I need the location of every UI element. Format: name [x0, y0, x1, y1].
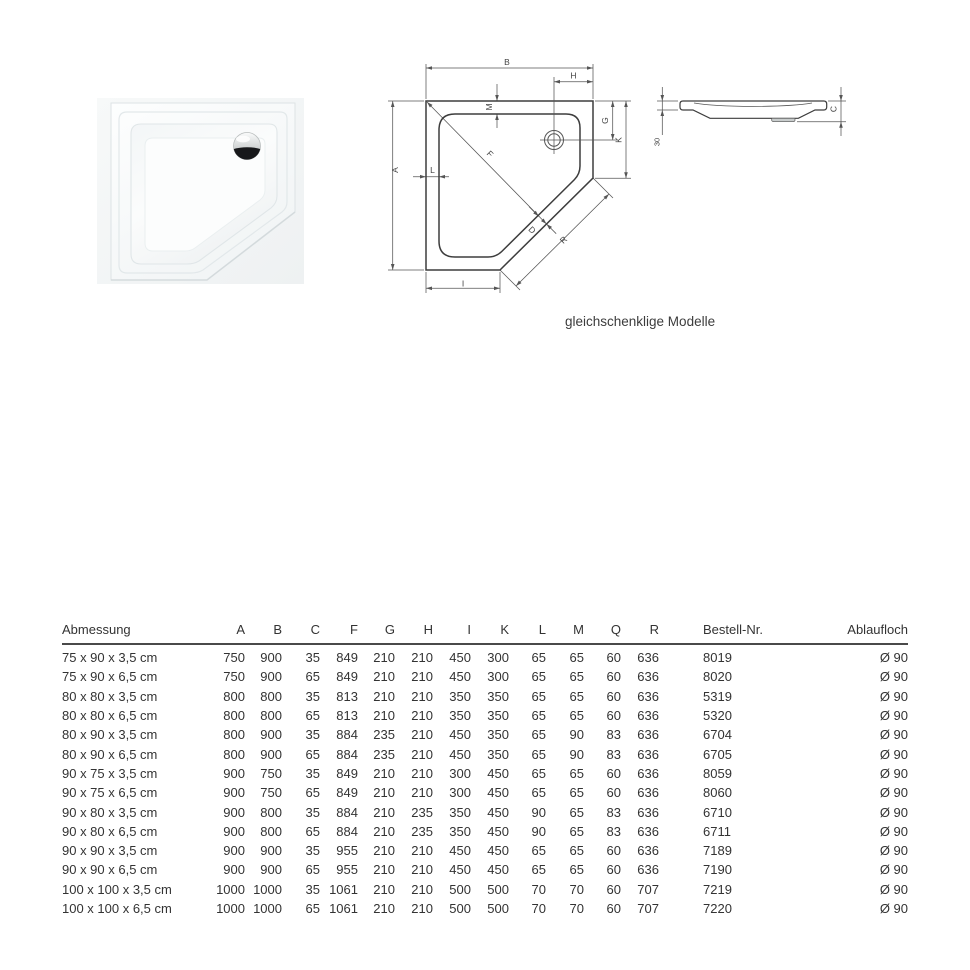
table-row [62, 783, 908, 802]
table-cell: 210 [411, 881, 433, 897]
table-row [62, 880, 908, 899]
table-cell: 450 [487, 804, 509, 820]
table-cell: 65 [569, 650, 584, 666]
table-cell: 955 [336, 862, 358, 878]
column-header: L [509, 619, 546, 644]
table-cell: 636 [637, 765, 659, 781]
table-row [62, 802, 908, 821]
side-basin-line [694, 103, 812, 106]
table-cell: 60 [606, 862, 621, 878]
table-cell: 450 [487, 785, 509, 801]
table-cell: 90 x 80 x 3,5 cm [62, 804, 158, 820]
column-header: H [395, 619, 433, 644]
table-cell: 65 [531, 765, 546, 781]
table-cell: 65 [531, 785, 546, 801]
table-cell: 60 [606, 765, 621, 781]
table-cell: 636 [637, 785, 659, 801]
table-cell: 900 [260, 843, 282, 859]
table-cell: 210 [411, 727, 433, 743]
table-cell: 1061 [329, 881, 358, 897]
table-cell: Ø 90 [879, 727, 908, 743]
table-cell: 849 [336, 785, 358, 801]
column-header: A [207, 619, 245, 644]
dim-F-line [427, 102, 547, 224]
table-cell: 900 [223, 785, 245, 801]
table-cell: 90 x 90 x 3,5 cm [62, 843, 158, 859]
table-cell: 65 [569, 688, 584, 704]
table-cell: 35 [305, 765, 320, 781]
drain-highlight [236, 136, 250, 143]
table-cell: 884 [336, 823, 358, 839]
table-cell: 210 [411, 746, 433, 762]
table-cell: 65 [305, 862, 320, 878]
table-cell: 800 [223, 746, 245, 762]
table-cell: 90 x 75 x 6,5 cm [62, 785, 158, 801]
table-cell: 90 x 75 x 3,5 cm [62, 765, 158, 781]
table-cell: 60 [606, 650, 621, 666]
table-cell: 60 [606, 688, 621, 704]
table-cell: 210 [373, 765, 395, 781]
table-cell: 900 [223, 823, 245, 839]
table-cell: 6711 [703, 823, 731, 839]
table-cell: 636 [637, 727, 659, 743]
table-cell: Ø 90 [879, 862, 908, 878]
column-header: Abmessung [62, 619, 207, 644]
table-cell: 450 [449, 669, 471, 685]
column-header: R [621, 619, 659, 644]
table-cell: 800 [260, 823, 282, 839]
table-cell: Ø 90 [879, 804, 908, 820]
table-cell: 90 [569, 746, 584, 762]
table-cell: 65 [305, 823, 320, 839]
table-cell: 450 [449, 746, 471, 762]
table-cell: 900 [260, 727, 282, 743]
table-cell: 300 [449, 785, 471, 801]
table-cell: 450 [449, 862, 471, 878]
table-cell: Ø 90 [879, 708, 908, 724]
table-row [62, 822, 908, 841]
table-cell: 210 [411, 785, 433, 801]
table-cell: 70 [569, 901, 584, 916]
table-cell: 1000 [216, 881, 245, 897]
table-cell: 83 [606, 746, 621, 762]
table-row [62, 899, 908, 918]
table-cell: 65 [569, 669, 584, 685]
table-cell: 90 [531, 823, 546, 839]
table-cell: 35 [305, 843, 320, 859]
table-cell: 500 [487, 881, 509, 897]
table-cell: 800 [223, 727, 245, 743]
column-header: C [282, 619, 320, 644]
table-cell: 350 [449, 708, 471, 724]
table-cell: 65 [305, 669, 320, 685]
label-H: H [570, 70, 577, 81]
table-cell: 800 [260, 804, 282, 820]
table-cell: 235 [373, 727, 395, 743]
table-cell: 707 [637, 901, 659, 916]
table-cell: 7220 [703, 901, 732, 916]
table-cell: 500 [487, 901, 509, 916]
table-cell: 75 x 90 x 6,5 cm [62, 669, 158, 685]
table-cell: 210 [411, 765, 433, 781]
table-cell: 900 [223, 862, 245, 878]
table-cell: 813 [336, 708, 358, 724]
table-cell: 350 [487, 746, 509, 762]
table-cell: 65 [531, 727, 546, 743]
table-cell: 60 [606, 708, 621, 724]
table-cell: 450 [449, 650, 471, 666]
table-cell: 210 [373, 862, 395, 878]
table-cell: 70 [569, 881, 584, 897]
table-cell: 636 [637, 688, 659, 704]
table-cell: 235 [411, 804, 433, 820]
table-cell: 450 [487, 843, 509, 859]
side-view-drawing [650, 75, 855, 155]
table-cell: 75 x 90 x 3,5 cm [62, 650, 158, 666]
label-K: K [613, 137, 624, 143]
table-cell: 210 [411, 843, 433, 859]
table-row [62, 744, 908, 763]
drain-centerlines [540, 77, 617, 154]
table-row [62, 725, 908, 744]
table-cell: 83 [606, 727, 621, 743]
label-R: R [557, 234, 570, 246]
table-cell: 300 [487, 669, 509, 685]
table-cell: 80 x 80 x 6,5 cm [62, 708, 158, 724]
table-cell: 800 [260, 708, 282, 724]
table-cell: 60 [606, 785, 621, 801]
table-cell: 210 [411, 901, 433, 916]
table-cell: 6704 [703, 727, 732, 743]
dimension-table [62, 619, 908, 918]
side-drain-bump [772, 118, 795, 121]
table-cell: 90 [531, 804, 546, 820]
table-cell: 210 [373, 708, 395, 724]
table-cell: 884 [336, 727, 358, 743]
table-cell: 90 [569, 727, 584, 743]
table-cell: 350 [487, 708, 509, 724]
column-header: Bestell-Nr. [659, 619, 789, 644]
table-cell: 210 [411, 708, 433, 724]
table-cell: 65 [569, 843, 584, 859]
table-cell: 8020 [703, 669, 732, 685]
table-cell: 83 [606, 804, 621, 820]
table-cell: Ø 90 [879, 881, 908, 897]
label-F: F [484, 148, 496, 160]
table-cell: 750 [223, 650, 245, 666]
table-cell: 65 [531, 862, 546, 878]
table-cell: 6705 [703, 746, 732, 762]
table-cell: 450 [449, 727, 471, 743]
table-cell: 8059 [703, 765, 732, 781]
table-cell: Ø 90 [879, 765, 908, 781]
label-A: A [390, 167, 400, 173]
table-cell: 210 [373, 804, 395, 820]
table-cell: 800 [223, 688, 245, 704]
table-cell: 813 [336, 688, 358, 704]
table-cell: 636 [637, 650, 659, 666]
table-cell: 65 [569, 862, 584, 878]
side-profile [680, 101, 827, 118]
table-cell: Ø 90 [879, 669, 908, 685]
table-cell: 900 [260, 650, 282, 666]
table-row [62, 644, 908, 667]
table-cell: 210 [373, 823, 395, 839]
table-row [62, 860, 908, 879]
table-cell: 1000 [216, 901, 245, 916]
table-cell: 65 [531, 669, 546, 685]
table-header-row [62, 619, 908, 644]
table-cell: 350 [449, 804, 471, 820]
table-cell: 65 [569, 804, 584, 820]
table-row [62, 667, 908, 686]
label-I: I [461, 278, 465, 289]
plan-drawing [385, 50, 640, 300]
label-30: 30 [652, 137, 662, 147]
column-header: F [320, 619, 358, 644]
table-cell: 210 [373, 881, 395, 897]
table-cell: 450 [487, 823, 509, 839]
table-cell: 80 x 90 x 3,5 cm [62, 727, 158, 743]
table-cell: 65 [569, 708, 584, 724]
table-cell: Ø 90 [879, 650, 908, 666]
table-cell: 636 [637, 708, 659, 724]
table-cell: 849 [336, 669, 358, 685]
table-cell: Ø 90 [879, 901, 908, 916]
table-cell: 65 [531, 650, 546, 666]
table-cell: 65 [305, 901, 320, 916]
table-cell: 750 [223, 669, 245, 685]
table-cell: 636 [637, 862, 659, 878]
label-L: L [430, 165, 435, 175]
table-row [62, 687, 908, 706]
table-cell: 210 [373, 688, 395, 704]
table-cell: 100 x 100 x 6,5 cm [62, 901, 172, 916]
table-cell: 900 [223, 804, 245, 820]
table-cell: 210 [411, 650, 433, 666]
side-dim-arrows [661, 95, 843, 128]
table-cell: 7219 [703, 881, 732, 897]
table-cell: 849 [336, 650, 358, 666]
table-cell: 450 [449, 843, 471, 859]
table-cell: 83 [606, 823, 621, 839]
dimension-table-container [62, 619, 908, 918]
table-cell: 750 [260, 765, 282, 781]
table-cell: 65 [531, 746, 546, 762]
table-cell: 35 [305, 804, 320, 820]
table-cell: 800 [260, 688, 282, 704]
table-cell: 65 [531, 843, 546, 859]
table-cell: 65 [569, 823, 584, 839]
table-cell: Ø 90 [879, 746, 908, 762]
table-cell: Ø 90 [879, 785, 908, 801]
table-cell: 900 [260, 862, 282, 878]
label-B: B [504, 57, 510, 67]
product-photo-shower-tray [97, 98, 304, 284]
table-cell: 210 [373, 650, 395, 666]
column-header: B [245, 619, 282, 644]
table-cell: 35 [305, 688, 320, 704]
table-cell: 350 [487, 727, 509, 743]
table-cell: 210 [411, 862, 433, 878]
table-cell: 300 [487, 650, 509, 666]
table-cell: 65 [569, 765, 584, 781]
table-cell: 350 [449, 823, 471, 839]
table-cell: 210 [411, 688, 433, 704]
table-cell: Ø 90 [879, 843, 908, 859]
table-row [62, 764, 908, 783]
table-cell: Ø 90 [879, 823, 908, 839]
table-cell: 849 [336, 765, 358, 781]
table-cell: 6710 [703, 804, 732, 820]
extension-lines [388, 64, 631, 293]
table-cell: 65 [531, 708, 546, 724]
column-header: I [433, 619, 471, 644]
table-cell: 35 [305, 727, 320, 743]
table-cell: 900 [260, 746, 282, 762]
table-cell: 8019 [703, 650, 732, 666]
column-header: Q [584, 619, 621, 644]
table-cell: 350 [449, 688, 471, 704]
table-cell: 500 [449, 901, 471, 916]
table-cell: 60 [606, 881, 621, 897]
table-cell: 60 [606, 669, 621, 685]
table-cell: 210 [411, 669, 433, 685]
table-cell: 210 [373, 843, 395, 859]
table-cell: 636 [637, 823, 659, 839]
table-cell: 65 [305, 708, 320, 724]
column-header: K [471, 619, 509, 644]
table-row [62, 841, 908, 860]
table-cell: 884 [336, 746, 358, 762]
table-cell: 235 [411, 823, 433, 839]
table-cell: 100 x 100 x 3,5 cm [62, 881, 172, 897]
table-cell: 65 [305, 746, 320, 762]
table-body [62, 644, 908, 918]
table-cell: 90 x 90 x 6,5 cm [62, 862, 158, 878]
column-header: Ablaufloch [789, 619, 908, 644]
table-cell: 350 [487, 688, 509, 704]
table-cell: 65 [569, 785, 584, 801]
table-cell: 1000 [253, 881, 282, 897]
table-cell: 210 [373, 785, 395, 801]
table-cell: 7190 [703, 862, 732, 878]
table-cell: 65 [305, 785, 320, 801]
table-cell: 60 [606, 843, 621, 859]
label-G: G [600, 117, 610, 124]
table-cell: 80 x 80 x 3,5 cm [62, 688, 158, 704]
table-cell: 1061 [329, 901, 358, 916]
table-cell: 70 [531, 881, 546, 897]
table-cell: 636 [637, 843, 659, 859]
table-cell: 5319 [703, 688, 732, 704]
column-header: M [546, 619, 584, 644]
table-cell: 636 [637, 669, 659, 685]
table-cell: 450 [487, 862, 509, 878]
table-cell: 636 [637, 746, 659, 762]
table-cell: 90 x 80 x 6,5 cm [62, 823, 158, 839]
table-cell: 35 [305, 881, 320, 897]
table-cell: 900 [260, 669, 282, 685]
table-row [62, 706, 908, 725]
table-cell: 884 [336, 804, 358, 820]
table-cell: 80 x 90 x 6,5 cm [62, 746, 158, 762]
table-cell: 60 [606, 901, 621, 916]
table-cell: 7189 [703, 843, 732, 859]
table-cell: 235 [373, 746, 395, 762]
label-D: D [526, 224, 538, 236]
table-cell: 955 [336, 843, 358, 859]
table-cell: Ø 90 [879, 688, 908, 704]
table-cell: 210 [373, 669, 395, 685]
table-cell: 750 [260, 785, 282, 801]
drawing-caption: gleichschenklige Modelle [565, 314, 716, 329]
label-C: C [828, 105, 839, 113]
table-cell: 800 [223, 708, 245, 724]
table-header [62, 619, 908, 644]
table-cell: 450 [487, 765, 509, 781]
table-cell: 300 [449, 765, 471, 781]
table-cell: 900 [223, 765, 245, 781]
column-header: G [358, 619, 395, 644]
table-cell: 1000 [253, 901, 282, 916]
table-cell: 500 [449, 881, 471, 897]
table-cell: 35 [305, 650, 320, 666]
table-cell: 5320 [703, 708, 732, 724]
label-M: M [484, 103, 494, 111]
table-cell: 65 [531, 688, 546, 704]
table-cell: 636 [637, 804, 659, 820]
table-cell: 900 [223, 843, 245, 859]
table-cell: 707 [637, 881, 659, 897]
table-cell: 210 [373, 901, 395, 916]
table-cell: 70 [531, 901, 546, 916]
table-cell: 8060 [703, 785, 732, 801]
